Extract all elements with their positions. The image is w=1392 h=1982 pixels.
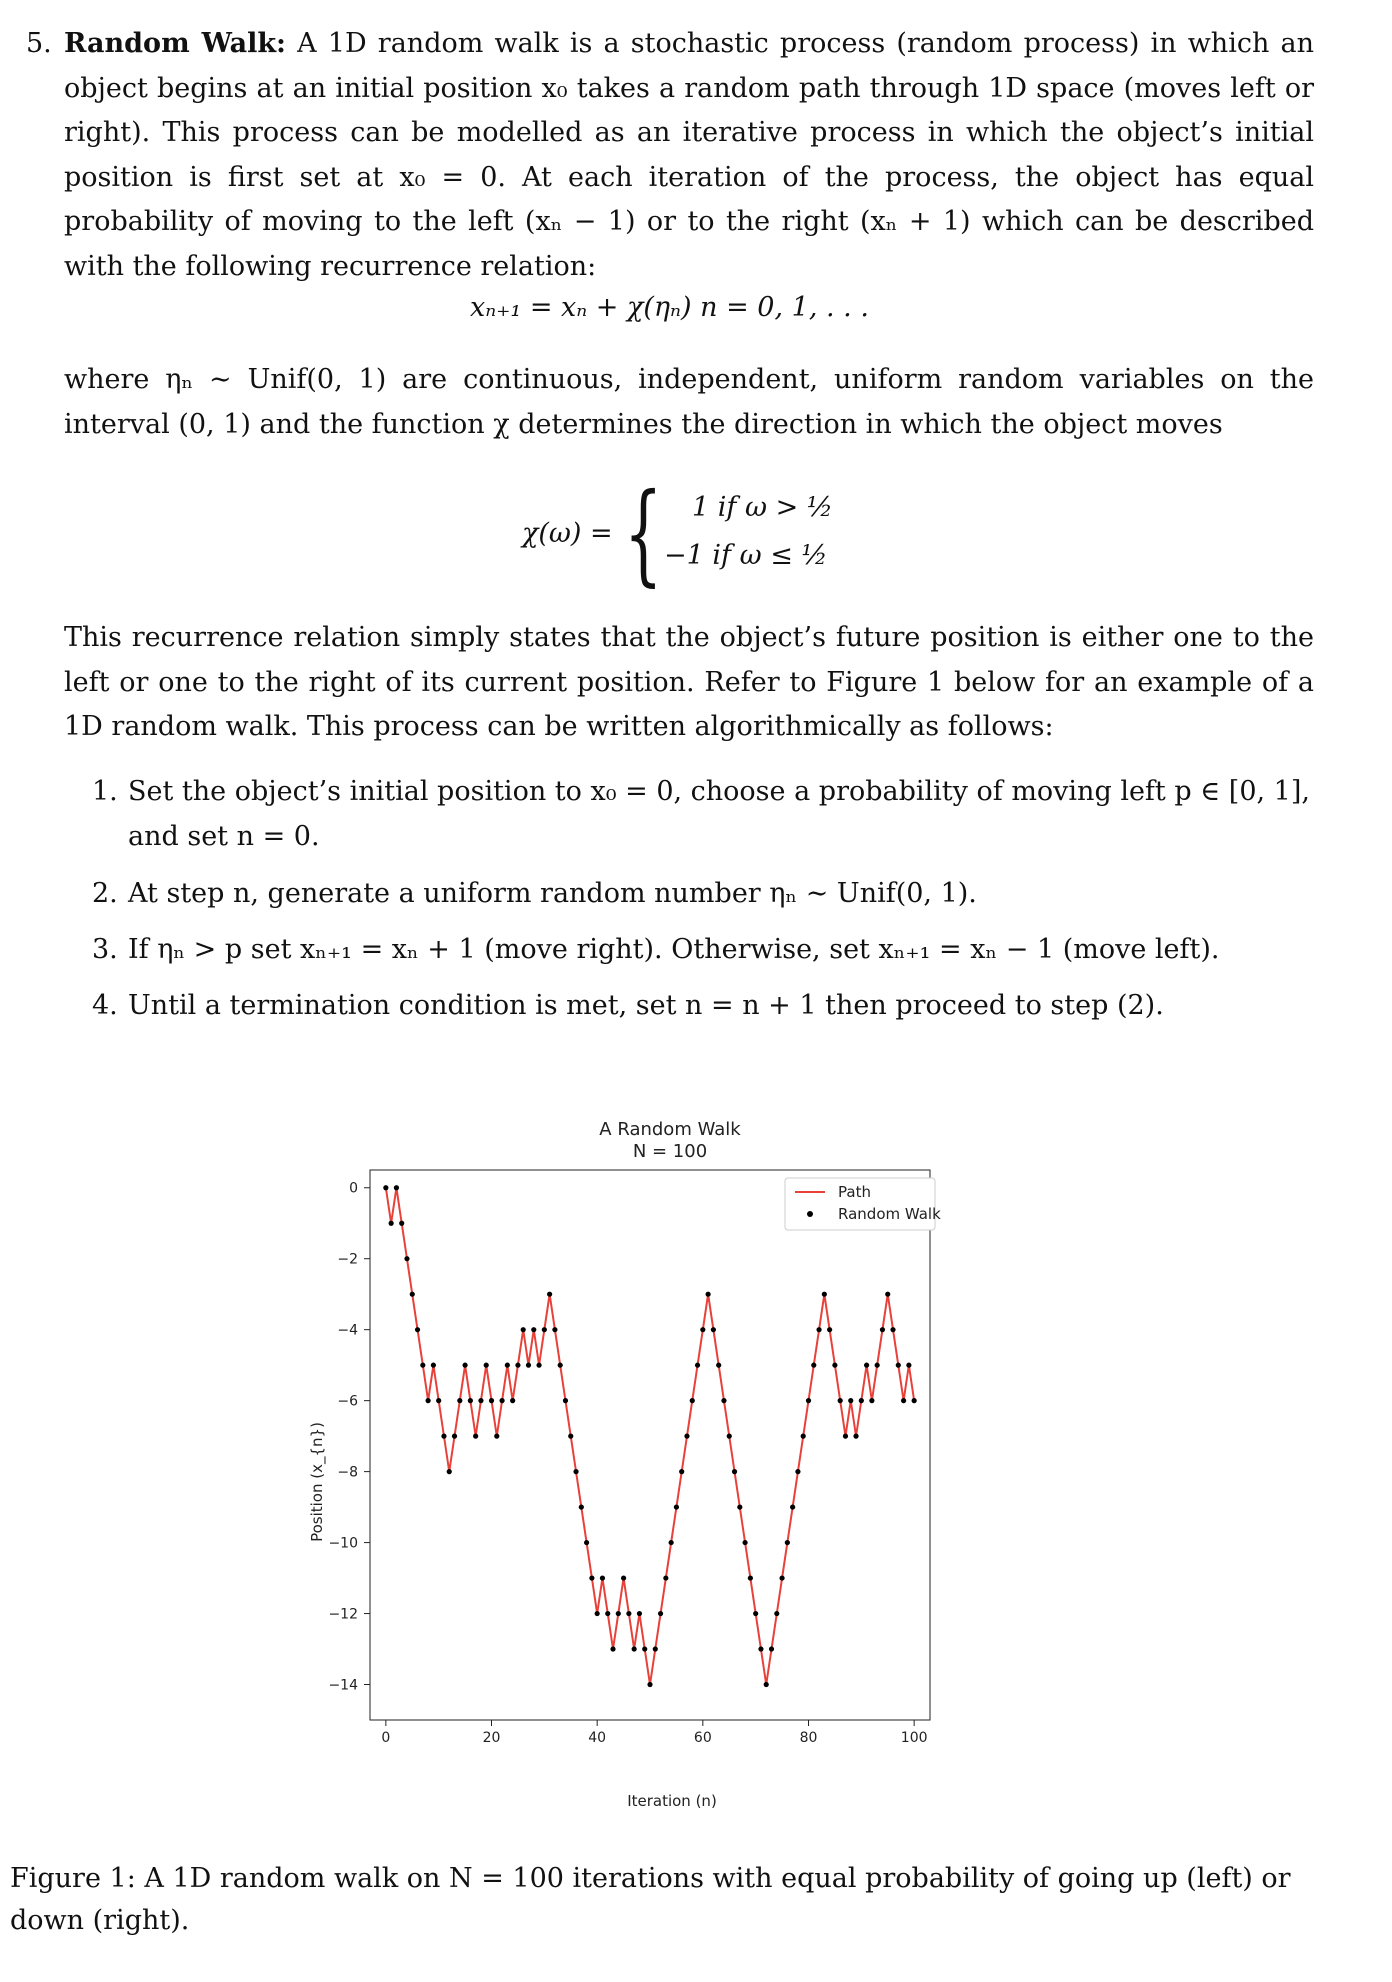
walk-point (484, 1363, 489, 1368)
chi-case-1: 1 if ω > ½ (692, 492, 833, 523)
walk-point (896, 1363, 901, 1368)
chi-piecewise-definition (522, 469, 922, 597)
problem-intro-text: A 1D random walk is a stochastic process (random process) in which an object begins at an initial position x₀ takes a random path through 1D space (moves left or right). This process can be modelled as an iterative process in which the object’s initial position is first set at x₀ = 0. At each iteration of the process, the object has equal probability of moving to the left (xₙ − 1) or to the right (xₙ + 1) which can be described with the following recurrence relation: (64, 28, 1314, 282)
walk-point (700, 1327, 705, 1332)
walk-point (626, 1611, 631, 1616)
walk-point (394, 1185, 399, 1190)
walk-point (880, 1327, 885, 1332)
x-tick-label: 100 (900, 1730, 928, 1746)
y-axis-label: Position (x_{n}) (308, 1422, 326, 1542)
walk-point (632, 1646, 637, 1651)
walk-point (653, 1646, 658, 1651)
walk-point (843, 1434, 848, 1439)
walk-point (838, 1398, 843, 1403)
walk-point (499, 1398, 504, 1403)
walk-point (515, 1363, 520, 1368)
step-text: Set the object’s initial position to x₀ = 0, choose a probability of moving left p ∈ [0, 1], and set n = 0. (128, 776, 1310, 852)
walk-point (505, 1363, 510, 1368)
y-tick-label: −8 (337, 1464, 358, 1481)
y-tick-label: −10 (328, 1535, 358, 1552)
chi-case-2: −1 if ω ≤ ½ (664, 540, 828, 571)
walk-point (706, 1292, 711, 1297)
walk-point (510, 1398, 515, 1403)
walk-point (690, 1398, 695, 1403)
algorithm-step-1 (92, 770, 1314, 859)
walk-point (542, 1327, 547, 1332)
walk-point (785, 1540, 790, 1545)
walk-point (859, 1398, 864, 1403)
step-number: 3. (92, 934, 118, 965)
walk-point (462, 1363, 467, 1368)
walk-point (716, 1363, 721, 1368)
walk-point (742, 1540, 747, 1545)
x-tick-label: 40 (588, 1730, 607, 1746)
walk-point (489, 1398, 494, 1403)
algorithm-step-3 (92, 928, 1314, 973)
chi-lhs: χ(ω) = (522, 518, 613, 549)
y-tick-label: 0 (349, 1180, 358, 1197)
walk-point (399, 1221, 404, 1226)
walk-point (779, 1575, 784, 1580)
problem-intro (26, 22, 1314, 290)
step-text: At step n, generate a uniform random number ηₙ ∼ Unif(0, 1). (128, 878, 977, 909)
step-text: If ηₙ > p set xₙ₊₁ = xₙ + 1 (move right). Otherwise, set xₙ₊₁ = xₙ − 1 (move left). (128, 934, 1220, 965)
walk-point (816, 1327, 821, 1332)
walk-point (531, 1327, 536, 1332)
walk-point (441, 1434, 446, 1439)
walk-point (426, 1398, 431, 1403)
walk-point (415, 1327, 420, 1332)
walk-point (885, 1292, 890, 1297)
walk-point (457, 1398, 462, 1403)
walk-point (431, 1363, 436, 1368)
random-walk-chart (290, 1110, 1010, 1810)
legend-label-path: Path (838, 1183, 871, 1201)
walk-point (494, 1434, 499, 1439)
walk-point (848, 1398, 853, 1403)
walk-point (436, 1398, 441, 1403)
algorithm-step-2 (92, 872, 1314, 917)
walk-point (579, 1504, 584, 1509)
walk-point (811, 1363, 816, 1368)
walk-point (573, 1469, 578, 1474)
y-tick-label: −4 (337, 1322, 358, 1339)
walk-point (853, 1434, 858, 1439)
walk-point (795, 1469, 800, 1474)
legend-label-random-walk: Random Walk (838, 1205, 941, 1223)
step-number: 4. (92, 990, 118, 1021)
walk-point (748, 1575, 753, 1580)
walk-point (769, 1646, 774, 1651)
walk-point (679, 1469, 684, 1474)
walk-point (478, 1398, 483, 1403)
walk-point (674, 1504, 679, 1509)
walk-point (637, 1611, 642, 1616)
explanation-paragraph: This recurrence relation simply states that the object’s future position is either one to the left or one to the right of its current position. Refer to Figure 1 below for an example of a 1D random walk. This process can be written algorithmically as follows: (64, 622, 1314, 743)
walk-point (864, 1363, 869, 1368)
walk-point (605, 1611, 610, 1616)
walk-point (410, 1292, 415, 1297)
x-tick-label: 80 (799, 1730, 818, 1746)
walk-point (669, 1540, 674, 1545)
walk-point (695, 1363, 700, 1368)
x-tick-label: 20 (482, 1730, 501, 1746)
walk-point (468, 1398, 473, 1403)
step-text: Until a termination condition is met, set n = n + 1 then proceed to step (2). (128, 990, 1164, 1021)
walk-point (801, 1434, 806, 1439)
walk-point (600, 1575, 605, 1580)
walk-point (901, 1398, 906, 1403)
walk-point (610, 1646, 615, 1651)
walk-point (552, 1327, 557, 1332)
walk-point (912, 1398, 917, 1403)
y-tick-label: −12 (328, 1606, 358, 1623)
walk-point (758, 1646, 763, 1651)
figure-caption: Figure 1: A 1D random walk on N = 100 iterations with equal probability of going up (left) or down (right). (10, 1863, 1291, 1936)
walk-point (806, 1398, 811, 1403)
legend-point-swatch (807, 1211, 813, 1217)
walk-point (526, 1363, 531, 1368)
step-number: 2. (92, 878, 118, 909)
algorithm-step-4 (92, 984, 1314, 1029)
left-brace: { (624, 469, 663, 597)
x-tick-label: 0 (381, 1730, 391, 1746)
walk-point (521, 1327, 526, 1332)
walk-point (658, 1611, 663, 1616)
walk-point (642, 1646, 647, 1651)
walk-point (621, 1575, 626, 1580)
walk-point (827, 1327, 832, 1332)
walk-point (589, 1575, 594, 1580)
plot-area (328, 1170, 930, 1746)
walk-point (727, 1434, 732, 1439)
legend (785, 1178, 941, 1230)
walk-point (737, 1504, 742, 1509)
walk-point (584, 1540, 589, 1545)
walk-point (711, 1327, 716, 1332)
where-paragraph: where ηₙ ∼ Unif(0, 1) are continuous, independent, uniform random variables on the interval (0, 1) and the function χ determines the direction in which the object moves (64, 364, 1314, 440)
walk-point (563, 1398, 568, 1403)
walk-point (684, 1434, 689, 1439)
walk-point (616, 1611, 621, 1616)
walk-point (383, 1185, 388, 1190)
x-tick-label: 60 (693, 1730, 712, 1746)
walk-point (547, 1292, 552, 1297)
walk-point (404, 1256, 409, 1261)
walk-point (536, 1363, 541, 1368)
walk-point (764, 1682, 769, 1687)
walk-point (890, 1327, 895, 1332)
walk-point (663, 1575, 668, 1580)
walk-point (822, 1292, 827, 1297)
walk-point (473, 1434, 478, 1439)
walk-point (568, 1434, 573, 1439)
y-tick-label: −6 (337, 1393, 358, 1410)
walk-point (790, 1504, 795, 1509)
walk-point (721, 1398, 726, 1403)
walk-point (595, 1611, 600, 1616)
walk-point (869, 1398, 874, 1403)
chart-subtitle: N = 100 (632, 1141, 708, 1162)
walk-point (875, 1363, 880, 1368)
walk-point (389, 1221, 394, 1226)
walk-point (647, 1682, 652, 1687)
walk-point (452, 1434, 457, 1439)
step-number: 1. (92, 776, 118, 807)
problem-title: Random Walk: (64, 28, 287, 59)
problem-number: 5. (26, 28, 52, 59)
walk-point (732, 1469, 737, 1474)
walk-point (774, 1611, 779, 1616)
walk-point (420, 1363, 425, 1368)
walk-point (558, 1363, 563, 1368)
walk-point (753, 1611, 758, 1616)
recurrence-equation: xₙ₊₁ = xₙ + χ(ηₙ) n = 0, 1, . . . (470, 292, 869, 323)
x-axis-label: Iteration (n) (627, 1792, 717, 1810)
y-tick-label: −14 (328, 1677, 358, 1694)
chart-title: A Random Walk (599, 1119, 741, 1140)
walk-point (447, 1469, 452, 1474)
walk-point (906, 1363, 911, 1368)
walk-point (832, 1363, 837, 1368)
y-tick-label: −2 (337, 1251, 358, 1268)
